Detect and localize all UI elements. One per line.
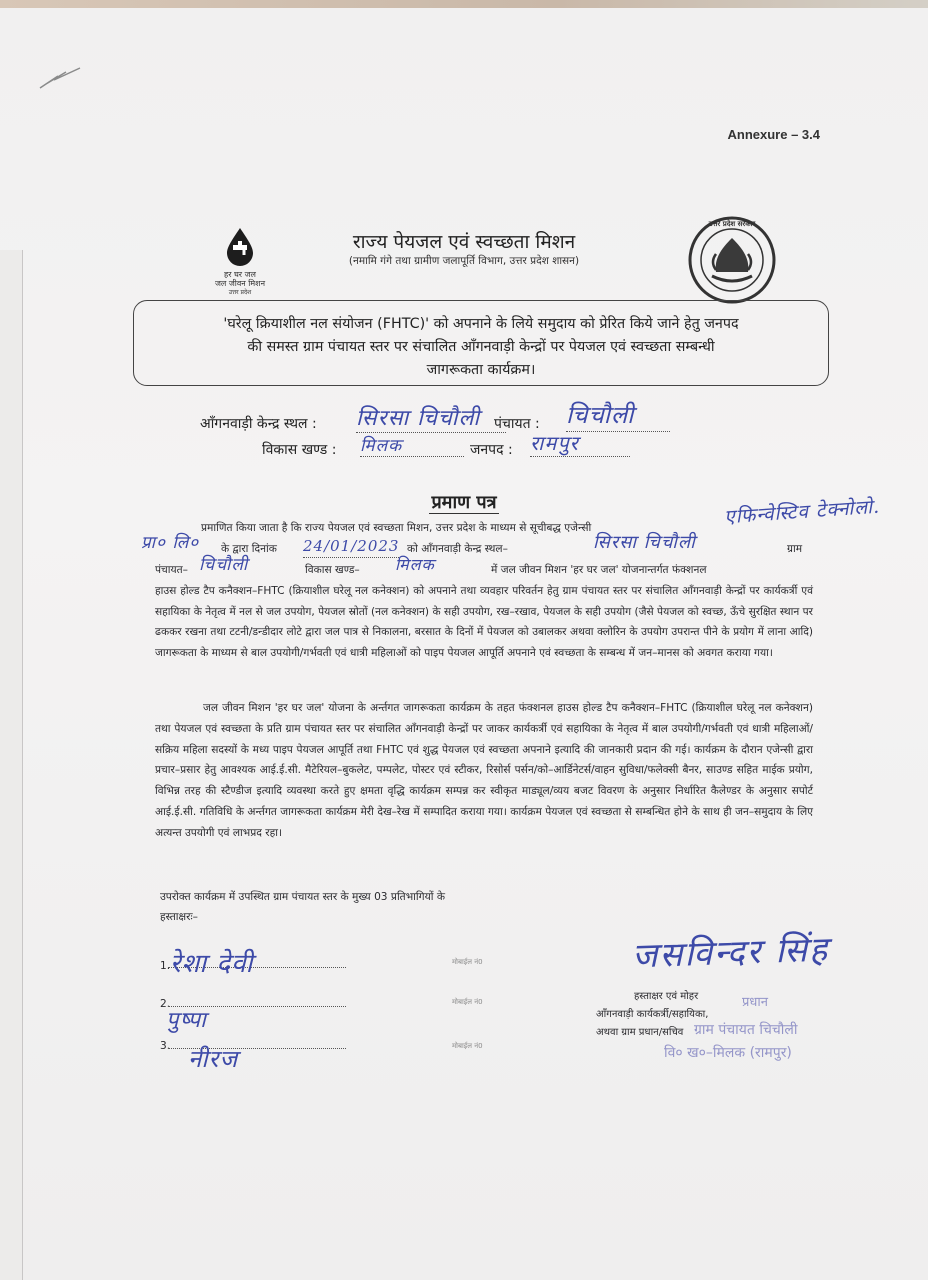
para1-date-prefix: के द्वारा दिनांक [221, 542, 277, 555]
participant-3-number: 3. [160, 1040, 171, 1052]
para1-line-3 [155, 554, 813, 581]
para1-line-1: प्रमाणित किया जाता है कि राज्य पेयजल एवं स्वच्छता मिशन, उत्तर प्रदेश के माध्यम से सूचीबद्ध एजेन्सी [201, 522, 592, 534]
logo-text-line-2: जल जीवन मिशन [214, 279, 266, 288]
participant-2-signature: पुष्पा [166, 1008, 207, 1033]
signatory-line-3: अथवा ग्राम प्रधान/सचिव [596, 1027, 684, 1038]
stamp-line-3: वि० ख०–मिलक (रामपुर) [664, 1045, 792, 1061]
para1-line-2 [141, 531, 813, 560]
program-line-2: की समस्त ग्राम पंचायत स्तर पर संचालित आँगनवाड़ी केन्द्रों पर पेयजल एवं स्वच्छता सम्बन्धी [247, 339, 715, 355]
para1-panchayat-prefix: पंचायत– [155, 563, 188, 576]
participant-3-mobile-label: मोबाईल नं0 [452, 1042, 483, 1050]
program-date-handwritten: 24/01/2023 [303, 536, 399, 558]
underlying-sheet-edge [0, 250, 23, 1280]
certificate-title: प्रमाण पत्र [431, 492, 497, 513]
participant-1-number: 1. [160, 960, 171, 972]
district-value: रामपुर [530, 429, 630, 457]
mission-title: राज्य पेयजल एवं स्वच्छता मिशन [352, 231, 576, 253]
logo-text-line-3: उत्तर प्रदेश [228, 289, 252, 296]
block-handwritten: मिलक [395, 554, 435, 574]
annexure-label: Annexure – 3.4 [727, 127, 820, 142]
photo-background-strip [0, 0, 928, 8]
stamp-line-2: ग्राम पंचायत चिचौली [694, 1022, 798, 1038]
mission-subtitle: (नमामि गंगे तथा ग्रामीण जलापूर्ति विभाग, उत्तर प्रदेश शासन) [348, 255, 580, 267]
participant-1-signature: रेशा देवी [170, 949, 254, 979]
emblem-text: उत्तर प्रदेश सरकार [708, 220, 756, 228]
panchayat-label: पंचायत : [494, 416, 540, 432]
logo-text-line-1: हर घर जल [224, 270, 256, 279]
program-title-box [133, 300, 829, 386]
program-line-3: जागरूकता कार्यक्रम। [426, 362, 536, 378]
participants-intro-2: हस्ताक्षरः– [160, 911, 198, 923]
pen-scribble [36, 66, 86, 94]
signatory-line-1: हस्ताक्षर एवं मोहर [634, 991, 699, 1002]
panchayat-handwritten: चिचौली [199, 554, 249, 575]
site-handwritten: सिरसा चिचौली [593, 531, 696, 553]
participant-1-mobile-label: मोबाईल नं0 [452, 958, 483, 966]
certificate-paragraph-2 [155, 698, 813, 844]
para1-block-prefix: विकास खण्ड– [305, 563, 360, 576]
agency-suffix-handwritten: प्रा० लि० [141, 532, 200, 553]
panchayat-value: चिचौली [566, 398, 670, 432]
stamp-line-1: प्रधान [742, 995, 768, 1010]
para1-body: हाउस होल्ड टैप कनैक्शन–FHTC (क्रियाशील घरेलू नल कनेक्शन) को अपनाने तथा व्यवहार परिवर्तन हेतु ग्राम पंचायत स्तर पर संचालित आँगनवाड़ी केन्द्रों पर कार्यकर्त्री एवं सहायिका के नेतृत्व में नल से जल उपयोग, पेयजल स्रोतों (नल कनेक्शन) के सही उपयोग, रख–रखाव, पेयजल के सही उपयोग (जैसे पेयजल को स्वच्छ, ऊँचे सुरक्षित स्थान पर ढककर रखना तथा टटनी/डन्डीदार लोटे द्वारा जल पात्र से निकालना, बरसात के दिनों में पेयजल को उबालकर अथवा क्लोरिन के उपयोग उपरान्त पीने के प्रयोग में लाना आदि) जागरूकता के माध्यम से बाल उपयोगी/गर्भवती एवं धात्री महिलाओं को पाइप पेयजल आपूर्ति अपनाने एवं स्वच्छता के सम्बन्ध में जन–मानस को अवगत कराया गया। [155, 584, 813, 660]
para1-mission-text: में जल जीवन मिशन 'हर घर जल' योजनान्तर्गत फंक्शनल [491, 563, 707, 576]
participant-2-mobile-label: मोबाईल नं0 [452, 998, 483, 1006]
signatory-line-2: आँगनवाड़ी कार्यकर्त्री/सहायिका, [596, 1009, 709, 1020]
para1-gram-word: ग्राम [787, 542, 803, 555]
para2-text: जल जीवन मिशन 'हर घर जल' योजना के अर्न्तगत जागरूकता कार्यक्रम के तहत फंक्शनल हाउस होल्ड टैप कनैक्शन–FHTC (क्रियाशील घरेलू नल कनेक्शन) तथा पेयजल एवं स्वच्छता के प्रति ग्राम पंचायत स्तर पर संचालित आँगनवाड़ी केन्द्रों पर जाकर कार्यकर्त्री एवं सहायिका के नेतृत्व में बाल उपयोगी/गर्भवती एवं धात्री महिलाओं/सक्रिय महिला सदस्यों के मध्य पाइप पेयजल आपूर्ति तथा FHTC एवं शुद्ध पेयजल एवं स्वच्छता अपनाने इत्यादि की जानकारी प्रदान की गई। कार्यक्रम के दौरान एजेन्सी द्वारा प्रचार–प्रसार हेतु आवश्यक आई.ई.सी. मैटेरियल–बुकलेट, पम्पलेट, पोस्टर एवं स्टीकर, रिसोर्स पर्सन/को–आर्डिनेटर्स/वाहन सुविधा/फलेक्सी बैनर, साउण्ड सहित माईक प्रयोग, विभिन्न तरह की स्टैण्डीज इत्यादि व्यवस्था करते हुए क्षमता वृद्धि कार्यक्रम सम्पन्न कर स्वीकृत माड्यूल/व्यय बजट विवरण के अनुसार निर्धारित कैलेण्डर के अनुसार सपोर्ट आई.ई.सी. गतिविधि के अर्न्तगत जागरूकता कार्यक्रम मेरी देख–रेख में सम्पादित कराया गया। कार्यक्रम पेयजल एवं स्वच्छता से सम्बन्धित होने के साथ ही जन–समुदाय के लिए अत्यन्त उपयोगी एवं लाभप्रद रहा। [155, 702, 813, 839]
block-value: मिलक [360, 433, 464, 457]
participants-intro-1: उपरोक्त कार्यक्रम में उपस्थित ग्राम पंचायत स्तर के मुख्य 03 प्रतिभागियों के [160, 891, 446, 903]
program-line-1: 'घरेलू क्रियाशील नल संयोजन (FHTC)' को अपनाने के लिये समुदाय को प्रेरित किये जाने हेतु जनपद [223, 316, 739, 332]
participant-2-number: 2. [160, 998, 171, 1010]
certificate-paragraph-1 [141, 518, 813, 664]
anganwadi-value: सिरसा चिचौली [356, 402, 506, 433]
anganwadi-label: आँगनवाड़ी केन्द्र स्थल : [200, 416, 317, 432]
agency-name-handwritten: एफिन्वेस्टिव टेक्नोलो. [723, 495, 881, 529]
para1-site-prefix: को आँगनवाड़ी केन्द्र स्थल– [407, 542, 508, 555]
participant-3-signature: नीरज [188, 1045, 239, 1073]
district-label: जनपद : [470, 442, 513, 458]
signatory-signature: जसविन्दर सिंह [631, 929, 830, 977]
block-label: विकास खण्ड : [262, 442, 337, 458]
